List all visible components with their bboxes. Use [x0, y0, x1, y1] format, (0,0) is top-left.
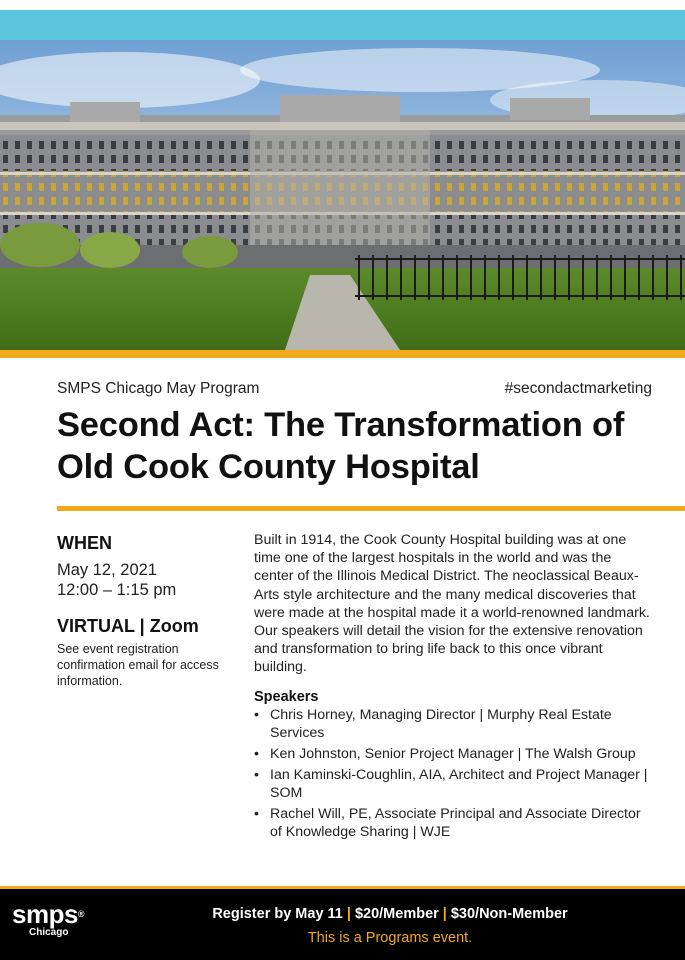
register-deadline: Register by May 11	[212, 906, 343, 922]
bullet-icon: •	[254, 805, 259, 822]
speaker-item	[254, 706, 654, 742]
event-date: May 12, 2021	[57, 561, 157, 579]
registration-line	[0, 906, 685, 922]
hero-photo	[0, 40, 685, 350]
bullet-icon: •	[254, 706, 259, 723]
logo-sub-text: Chicago	[29, 927, 69, 938]
speakers-list	[254, 706, 654, 841]
event-description: Built in 1914, the Cook County Hospital building was at one time one of the largest hospitals in the world and was the center of the Illinois Medical District. The neoclassical Beaux-Arts style architecture and the many medical discoveries that were made at the hospital made it a world-renowned landmark. Our speakers will detail the vision for the extensive renovation and transformation to bring life back to this once vibrant building.	[254, 532, 650, 676]
event-title: Second Act: The Transformation of Old Cook County Hospital	[57, 406, 625, 486]
speaker-item	[254, 766, 654, 802]
hashtag: #secondactmarketing	[504, 380, 652, 397]
speakers-label: Speakers	[254, 688, 319, 705]
when-section	[57, 533, 227, 689]
virtual-note: See event registration confirmation email for access information.	[57, 642, 219, 688]
separator: |	[346, 906, 351, 922]
bullet-icon: •	[254, 766, 259, 783]
logo-registered-mark: ®	[77, 909, 85, 919]
hospital-building-image	[0, 40, 685, 350]
title-accent-stripe	[57, 506, 685, 511]
when-label: WHEN	[57, 533, 112, 553]
details-section	[254, 531, 654, 844]
bullet-icon: •	[254, 745, 259, 762]
speaker-text: Chris Horney, Managing Director | Murphy Real Estate Services	[270, 706, 612, 741]
hero-accent-stripe	[0, 350, 685, 358]
top-color-bar	[0, 10, 685, 40]
program-label: SMPS Chicago May Program	[57, 380, 260, 397]
programs-note: This is a Programs event.	[307, 930, 473, 946]
logo-main-text: smps	[12, 899, 78, 929]
virtual-label: VIRTUAL | Zoom	[57, 616, 199, 636]
member-price: $20/Member	[354, 906, 439, 922]
nonmember-price: $30/Non-Member	[450, 906, 568, 922]
speaker-item	[254, 745, 654, 763]
footer-bar	[0, 886, 685, 960]
event-time: 12:00 – 1:15 pm	[57, 581, 177, 599]
speaker-item	[254, 805, 654, 841]
speaker-text: Rachel Will, PE, Associate Principal and Associate Director of Knowledge Sharing | WJE	[270, 805, 641, 840]
separator: |	[442, 906, 447, 922]
speaker-text: Ian Kaminski-Coughlin, AIA, Architect and Project Manager | SOM	[270, 766, 648, 801]
speaker-text: Ken Johnston, Senior Project Manager | The Walsh Group	[270, 745, 636, 762]
